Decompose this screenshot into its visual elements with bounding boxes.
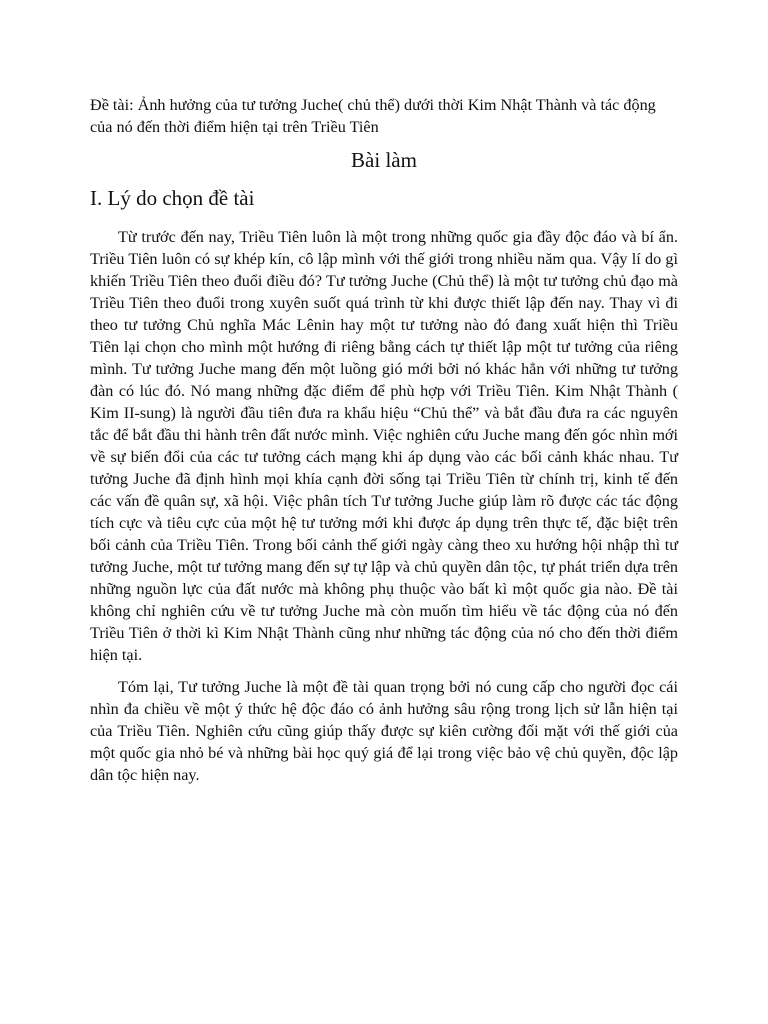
- section-heading: I. Lý do chọn đề tài: [90, 186, 255, 210]
- body-paragraph: Từ trước đến nay, Triều Tiên luôn là một trong những quốc gia đầy độc đáo và bí ẩn. Triều Tiên luôn có sự khép kín, cô lập mình với thế giới trong nhiều năm qua. Vậy lí do gì khiến Triều Tiên theo đuổi điều đó? Tư tưởng Juche (Chủ thể) là một tư tưởng chủ đạo mà Triều Tiên theo đuổi trong xuyên suốt quá trình từ khi được thiết lập đến nay. Thay vì đi theo tư tưởng Chủ nghĩa Mác Lênin hay một tư tưởng nào đó đang xuất hiện thì Triều Tiên lại chọn cho mình một hướng đi riêng bằng cách tự thiết lập một tư tưởng của riêng mình. Tư tưởng Juche mang đến một luồng gió mới bởi nó khác hẳn với những tư tưởng đàn có lúc đó. Nó mang những đặc điểm để phù hợp với Triều Tiên. Kim Nhật Thành ( Kim II-sung) là người đầu tiên đưa ra khẩu hiệu “Chủ thể” và bắt đầu đưa ra các nguyên tắc để bắt đầu thi hành trên đất nước mình. Việc nghiên cứu Juche mang đến góc nhìn mới về sự biến đổi của các tư tưởng cách mạng khi áp dụng vào các bối cảnh khác nhau. Tư tưởng Juche đã định hình mọi khía cạnh đời sống tại Triều Tiên từ chính trị, kinh tế đến các vấn đề quân sự, xã hội. Việc phân tích Tư tưởng Juche giúp làm rõ được các tác động tích cực và tiêu cực của một hệ tư tưởng mới khi được áp dụng trên thực tế, đặc biệt trên bối cảnh của Triều Tiên. Trong bối cảnh thế giới ngày càng theo xu hướng hội nhập thì tư tưởng Juche, một tư tưởng mang đến sự tự lập và chủ quyền dân tộc, tự phát triển dựa trên những nguồn lực của đất nước mà không phụ thuộc vào bất kì một quốc gia nào. Đề tài không chỉ nghiên cứu về tư tưởng Juche mà còn muốn tìm hiểu về tác động của nó đến Triều Tiên ở thời kì Kim Nhật Thành cũng như những tác động của nó cho đến thời điểm hiện tại.: [90, 228, 678, 664]
- document-title: Bài làm: [351, 148, 417, 172]
- document-page: [90, 94, 678, 786]
- body-paragraph: Tóm lại, Tư tưởng Juche là một đề tài quan trọng bởi nó cung cấp cho người đọc cái nhìn đa chiều về một ý thức hệ độc đáo có ảnh hưởng sâu rộng trong lịch sử lẫn hiện tại của Triều Tiên. Nghiên cứu cũng giúp thấy được sự kiên cường đối mặt với thế giới của một quốc gia nhỏ bé và những bài học quý giá để lại trong việc bảo vệ chủ quyền, độc lập dân tộc hiện nay.: [90, 678, 678, 784]
- topic-line: Đề tài: Ảnh hưởng của tư tưởng Juche( chủ thể) dưới thời Kim Nhật Thành và tác động của nó đến thời điểm hiện tại trên Triều Tiên: [90, 96, 656, 136]
